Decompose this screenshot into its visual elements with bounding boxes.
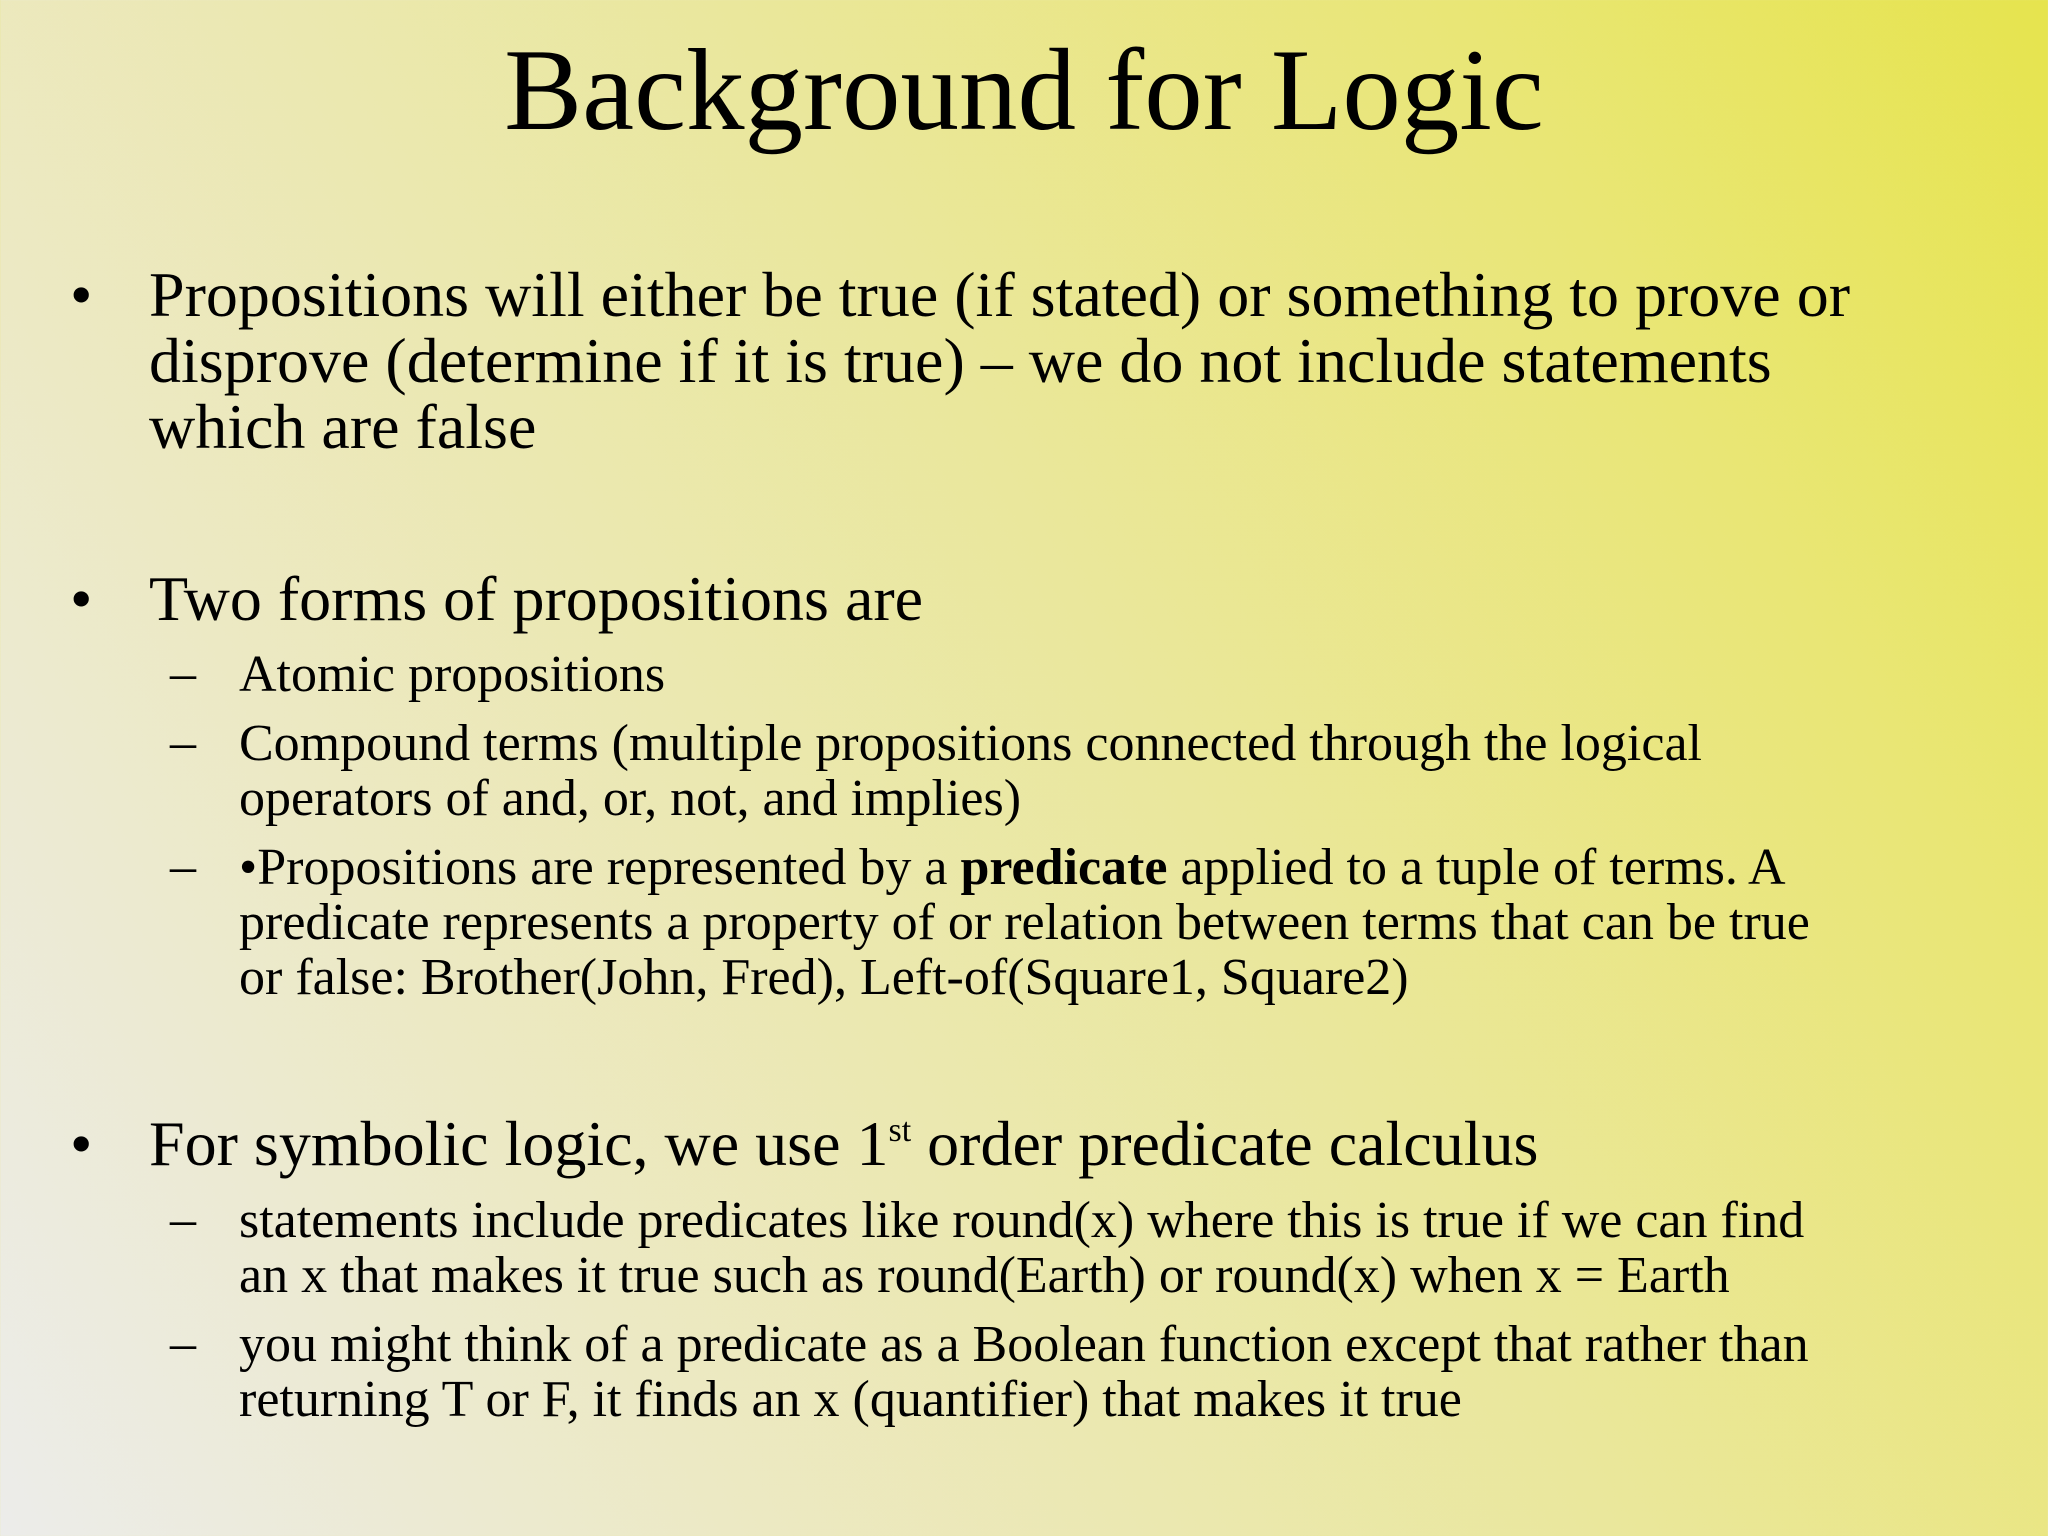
subitem-line: or false: Brother(John, Fred), Left-of(Square1, Square2) [239, 949, 1409, 1006]
bullet-text [149, 259, 2048, 462]
subitem-line: statements include predicates like round(x) where this is true if we can find [239, 1192, 1805, 1249]
slide-title: Background for Logic [504, 26, 1544, 155]
bullet-line: which are false [149, 391, 537, 462]
subitem-text [239, 1317, 2039, 1427]
bullet-line: disprove (determine if it is true) – we do not include statements [149, 325, 1772, 396]
ordinal-superscript: st [888, 1112, 912, 1149]
subitem-text [239, 1193, 2039, 1303]
subitem-line: operators of and, or, not, and implies) [239, 770, 1022, 827]
subitem-text [239, 716, 2039, 826]
subitem-line: you might think of a predicate as a Boolean function except that rather than [239, 1316, 1809, 1373]
text-run: •Propositions are represented by a [239, 839, 961, 896]
subitem-line: Atomic propositions [239, 646, 666, 703]
bullet-icon: • [70, 259, 93, 330]
subitem-text [239, 647, 2039, 702]
bullet-text [149, 1108, 2048, 1179]
bullet-icon: • [70, 563, 93, 634]
subitem-line: an x that makes it true such as round(Earth) or round(x) when x = Earth [239, 1247, 1730, 1304]
dash-icon: – [170, 645, 196, 702]
subitem-line [239, 840, 2039, 895]
predicate-term: predicate [960, 839, 1168, 896]
bullet-icon: • [70, 1108, 93, 1179]
dash-icon: – [170, 1191, 196, 1248]
subitem-line: Compound terms (multiple propositions connected through the logical [239, 715, 1702, 772]
dash-icon: – [170, 838, 196, 895]
text-run: For symbolic logic, we use 1 [149, 1108, 889, 1179]
bullet-text: Two forms of propositions are [149, 563, 924, 634]
subitem-text [239, 840, 2039, 1005]
text-run: order predicate calculus [911, 1108, 1539, 1179]
subitem-line: returning T or F, it finds an x (quantifier) that makes it true [239, 1371, 1462, 1428]
dash-icon: – [170, 714, 196, 771]
text-run: applied to a tuple of terms. A [1167, 839, 1786, 896]
bullet-line: Propositions will either be true (if stated) or something to prove or [149, 259, 1850, 330]
dash-icon: – [170, 1315, 196, 1372]
subitem-line: predicate represents a property of or relation between terms that can be true [239, 894, 1810, 951]
